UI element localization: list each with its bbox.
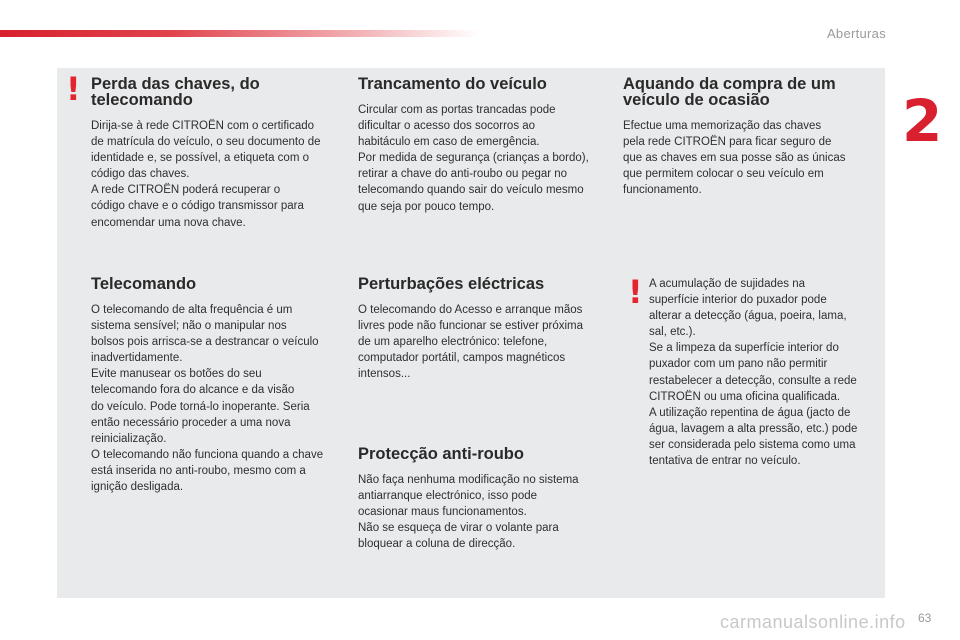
warning-icon: !	[66, 70, 81, 108]
section-body: Circular com as portas trancadas pode dificultar o acesso dos socorros ao habitáculo em caso de emergência. Por medida de segurança (crianças a bordo), retirar a chave do anti-roubo ou pegar no telecomando quando sair do veículo mesmo que seja por pouco tempo.	[358, 104, 589, 213]
section-title: Perda das chaves, do telecomando	[91, 75, 260, 109]
watermark: carmanualsonline.info	[720, 612, 906, 632]
section-anti-theft	[358, 446, 613, 552]
section-body: O telecomando do Acesso e arranque mãos livres pode não funcionar se estiver próxima de um aparelho electrónico: telefone, computador portátil, campos magnéticos intensos...	[358, 304, 584, 381]
section-title: Perturbações eléctricas	[358, 275, 545, 293]
chapter-number: 2	[902, 87, 943, 155]
section-body: Não faça nenhuma modificação no sistema antiarranque electrónico, isso pode ocasionar maus funcionamentos. Não se esqueça de virar o volante para bloquear a coluna de direcção.	[358, 474, 579, 551]
section-body: Efectue uma memorização das chaves pela rede CITROËN para ficar seguro de que as chaves em sua posse são as únicas que permitem colocar o seu veículo em funcionamento.	[623, 120, 846, 197]
section-body: Dirija-se à rede CITROËN com o certificado de matrícula do veículo, o seu documento de identidade e, se possível, a etiqueta com o código das chaves. A rede CITROËN poderá recuperar o código chave e o código transmissor para encomendar uma nova chave.	[91, 120, 321, 229]
section-electrical-interference	[358, 276, 613, 382]
section-dirt-warning	[649, 276, 881, 469]
section-title: Aquando da compra de um veículo de ocasião	[623, 75, 836, 109]
warning-icon: !	[628, 273, 643, 311]
header-accent-bar	[0, 30, 480, 37]
section-remote-control	[91, 276, 351, 495]
section-title: Protecção anti-roubo	[358, 445, 524, 463]
page-number: 63	[918, 611, 932, 625]
section-title: Trancamento do veículo	[358, 75, 547, 93]
section-body: A acumulação de sujidades na superfície interior do puxador pode alterar a detecção (água, poeira, lama, sal, etc.). Se a limpeza da superfície interior do puxador com um pano não permitir restabelecer a detecção, consulte a rede CITROËN ou uma oficina qualificada. A utilização repentina de água (jacto de água, lavagem a alta pressão, etc.) pode ser considerada pelo sistema como uma tentativa de entrar no veículo.	[649, 278, 858, 468]
section-lost-keys	[91, 76, 346, 231]
section-title: Telecomando	[91, 275, 197, 293]
section-body: O telecomando de alta frequência é um sistema sensível; não o manipular nos bolsos pois arrisca-se a destrancar o veículo inadvertidamente. Evite manusear os botões do seu telecomando fora do alcance e da visão do veículo. Pode torná-lo inoperante. Seria então necessário proceder a uma nova reinicialização. O telecomando não funciona quando a chave está inserida no anti-roubo, mesmo com a ignição desligada.	[91, 304, 324, 494]
section-vehicle-locking	[358, 76, 613, 215]
section-label: Aberturas	[826, 26, 886, 41]
section-used-vehicle	[623, 76, 878, 198]
